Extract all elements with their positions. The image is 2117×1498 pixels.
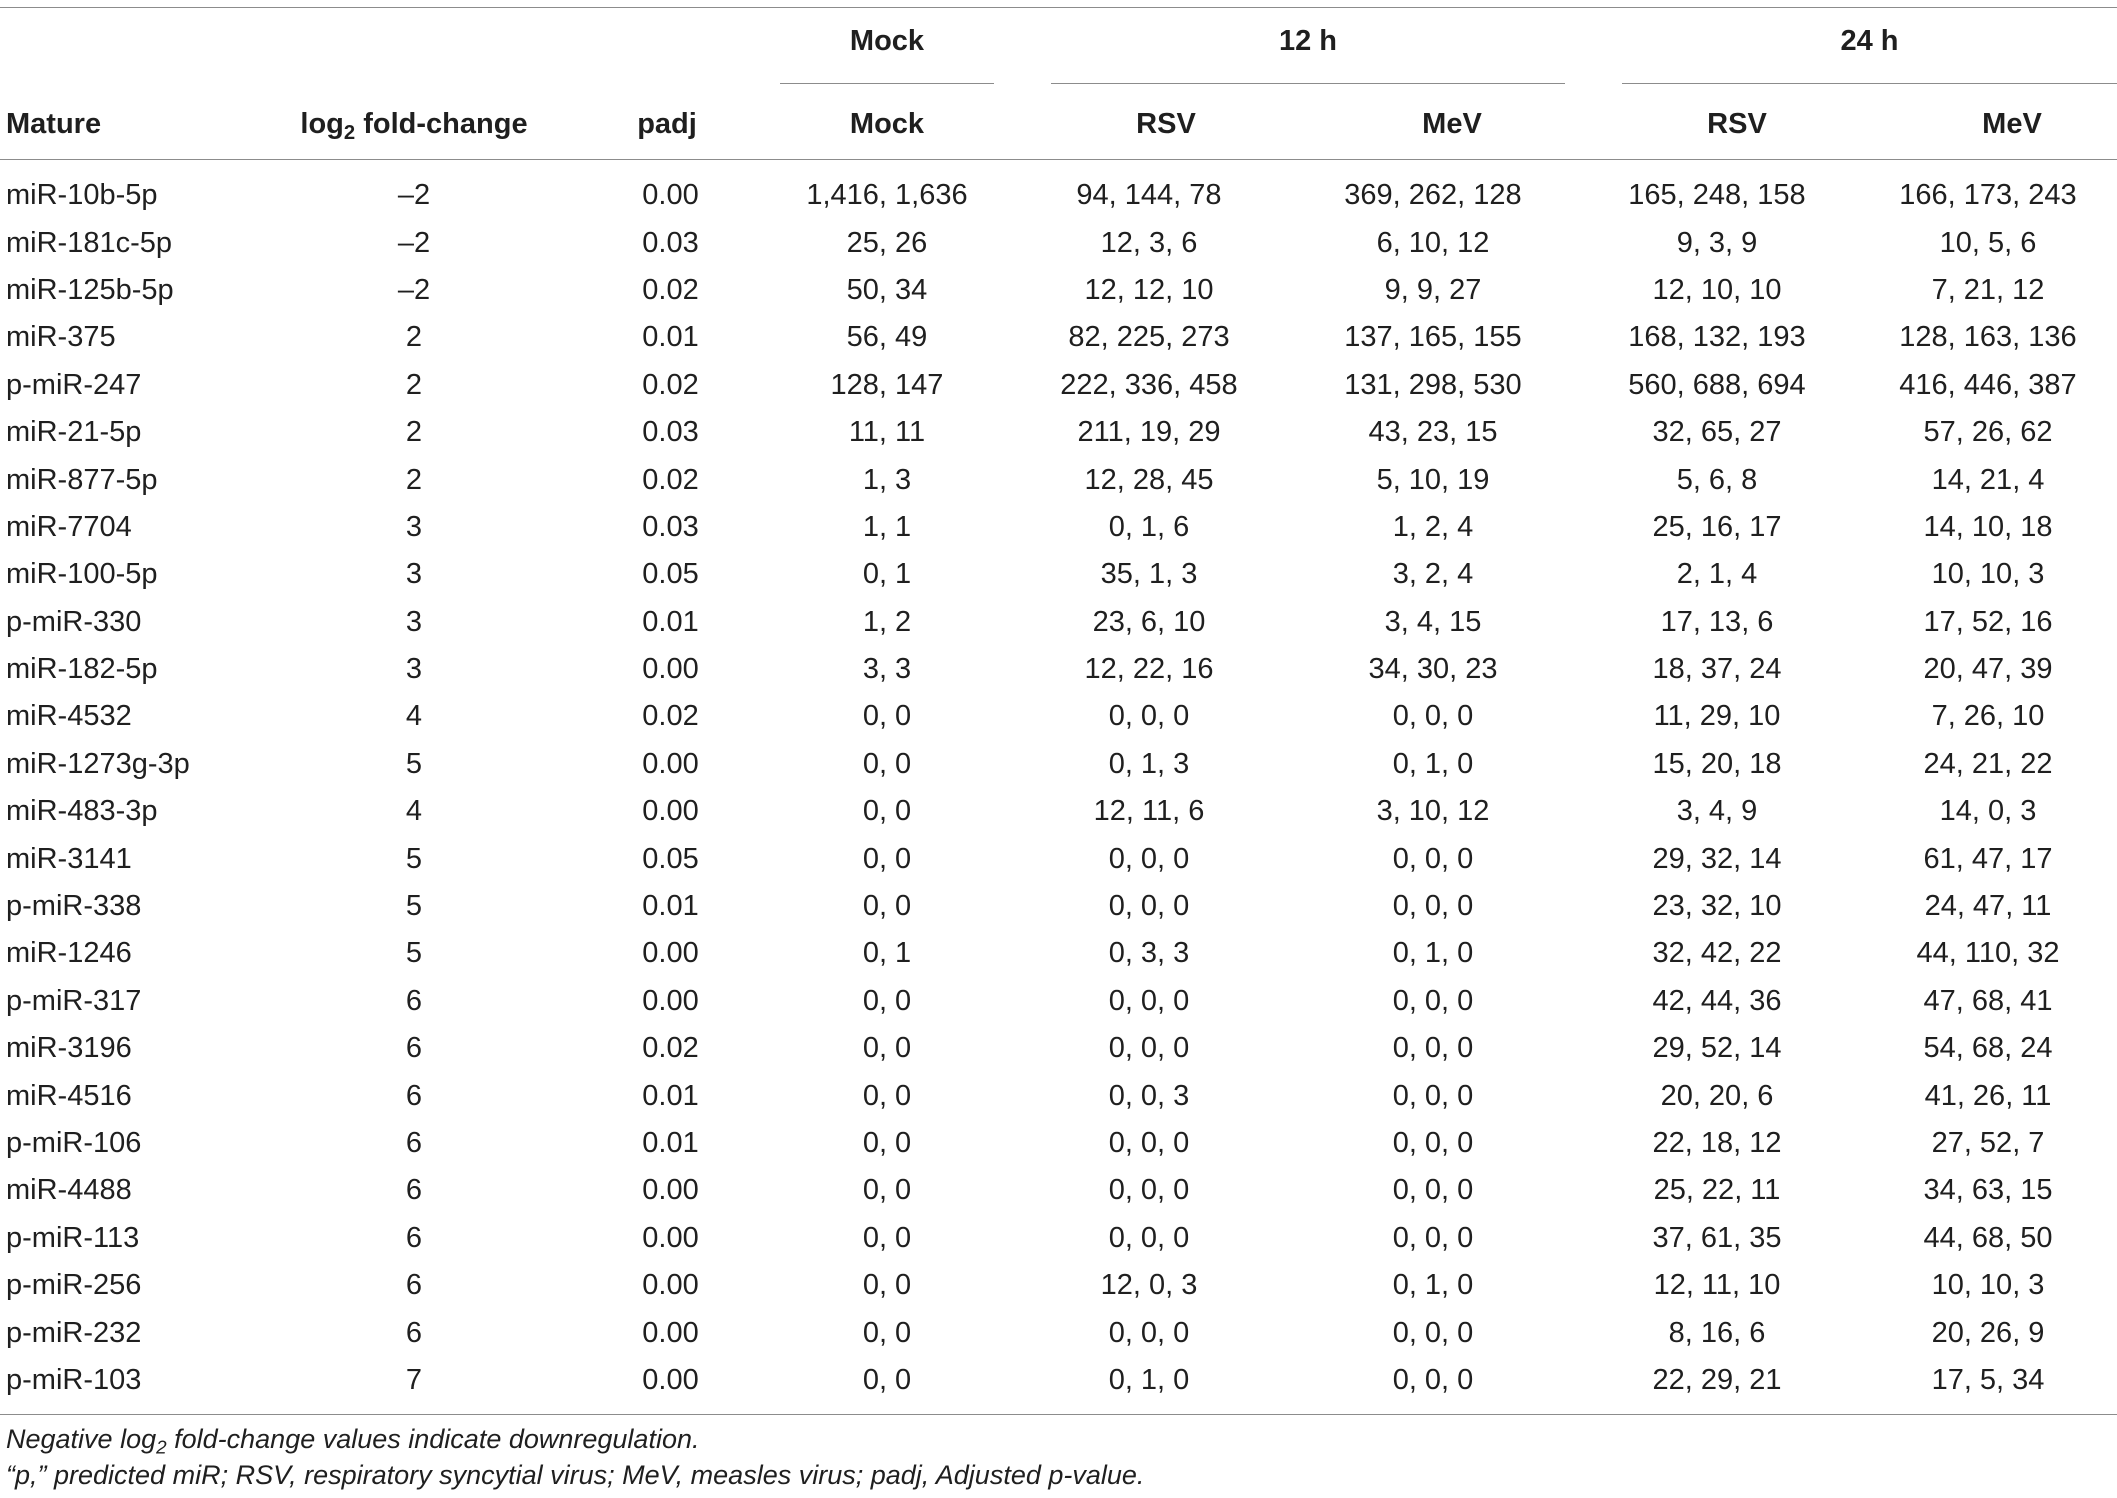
mev-24h-cell: 128, 163, 136 <box>1899 321 2077 354</box>
footnote-1 <box>6 1424 700 1459</box>
rsv-24h-cell: 25, 16, 17 <box>1652 510 1782 543</box>
table-row <box>0 219 2117 266</box>
mock-cell: 0, 0 <box>862 747 912 780</box>
mock-cell: 0, 0 <box>862 1079 912 1112</box>
padj-cell: 0.01 <box>642 1079 699 1112</box>
mature-cell: miR-3196 <box>6 1032 132 1065</box>
mock-cell: 0, 0 <box>862 1269 912 1302</box>
mev-24h-cell: 10, 10, 3 <box>1931 558 2045 591</box>
rsv-24h-cell: 560, 688, 694 <box>1628 368 1806 401</box>
mock-cell: 25, 26 <box>846 226 928 259</box>
mature-cell: p-miR-330 <box>6 605 142 638</box>
table-row <box>0 172 2117 219</box>
mature-cell: miR-877-5p <box>6 463 158 496</box>
mature-cell: miR-182-5p <box>6 653 158 686</box>
rsv-24h-cell: 37, 61, 35 <box>1652 1221 1782 1254</box>
column-header-mev-12h: MeV <box>1422 108 1482 140</box>
h24-group-rule <box>1622 83 2117 84</box>
mature-cell: miR-483-3p <box>6 795 158 828</box>
mock-cell: 0, 0 <box>862 1363 912 1396</box>
table-row <box>0 599 2117 646</box>
padj-cell: 0.03 <box>642 416 699 449</box>
mock-cell: 0, 0 <box>862 1221 912 1254</box>
rsv-24h-cell: 17, 13, 6 <box>1660 605 1774 638</box>
mature-cell: miR-1246 <box>6 937 132 970</box>
padj-cell: 0.00 <box>642 1221 699 1254</box>
rsv-24h-cell: 29, 52, 14 <box>1652 1032 1782 1065</box>
mirna-table <box>0 172 2117 1404</box>
log2fc-cell: 6 <box>405 1127 423 1159</box>
footnote-2: “p,” predicted miR; RSV, respiratory syncytial virus; MeV, measles virus; padj, Adjusted p-value. <box>6 1460 1145 1490</box>
rsv-12h-cell: 82, 225, 273 <box>1068 321 1230 354</box>
mev-24h-cell: 61, 47, 17 <box>1923 842 2053 875</box>
mev-24h-cell: 17, 5, 34 <box>1931 1363 2045 1396</box>
rsv-12h-cell: 0, 0, 0 <box>1108 1127 1190 1159</box>
mev-24h-cell: 54, 68, 24 <box>1923 1032 2053 1065</box>
mev-12h-cell: 0, 0, 0 <box>1392 1221 1474 1254</box>
table-row <box>0 978 2117 1025</box>
mature-cell: miR-3141 <box>6 842 132 875</box>
mock-cell: 0, 0 <box>862 1032 912 1065</box>
rsv-24h-cell: 32, 42, 22 <box>1652 937 1782 970</box>
padj-cell: 0.02 <box>642 368 699 401</box>
rsv-12h-cell: 0, 0, 0 <box>1108 1032 1190 1065</box>
log2fc-cell: 3 <box>405 558 423 591</box>
rsv-12h-cell: 12, 28, 45 <box>1084 463 1214 496</box>
rsv-12h-cell: 0, 0, 0 <box>1108 1221 1190 1254</box>
mock-cell: 128, 147 <box>830 368 944 401</box>
mev-12h-cell: 0, 0, 0 <box>1392 1127 1474 1159</box>
log2fc-cell: 6 <box>405 1221 423 1254</box>
footnote-1-subscript: 2 <box>156 1437 167 1459</box>
padj-cell: 0.02 <box>642 463 699 496</box>
mature-cell: p-miR-106 <box>6 1127 142 1159</box>
rsv-12h-cell: 0, 0, 0 <box>1108 1316 1190 1349</box>
mock-cell: 0, 1 <box>862 937 912 970</box>
mev-12h-cell: 3, 10, 12 <box>1376 795 1490 828</box>
log2fc-cell: –2 <box>397 226 431 259</box>
mock-cell: 0, 0 <box>862 1316 912 1349</box>
footnote-1-prefix: Negative log <box>6 1424 157 1454</box>
rsv-12h-cell: 12, 11, 6 <box>1093 795 1205 828</box>
rsv-12h-cell: 0, 0, 0 <box>1108 984 1190 1017</box>
mev-12h-cell: 0, 0, 0 <box>1392 1316 1474 1349</box>
mev-12h-cell: 6, 10, 12 <box>1376 226 1490 259</box>
log2fc-cell: 2 <box>405 368 423 401</box>
padj-cell: 0.01 <box>642 605 699 638</box>
rsv-24h-cell: 42, 44, 36 <box>1652 984 1782 1017</box>
table-row <box>0 883 2117 930</box>
mock-cell: 0, 0 <box>862 890 912 923</box>
rsv-24h-cell: 165, 248, 158 <box>1628 179 1806 212</box>
column-header-mature: Mature <box>6 108 102 140</box>
mev-12h-cell: 0, 0, 0 <box>1392 1079 1474 1112</box>
table-row <box>0 835 2117 882</box>
mev-12h-cell: 0, 0, 0 <box>1392 1363 1474 1396</box>
mock-cell: 0, 0 <box>862 1174 912 1207</box>
padj-cell: 0.00 <box>642 179 699 212</box>
table-row <box>0 314 2117 361</box>
mock-group-rule <box>780 83 994 84</box>
table-body <box>0 172 2117 1404</box>
rsv-12h-cell: 0, 3, 3 <box>1108 937 1190 970</box>
mev-24h-cell: 24, 47, 11 <box>1924 890 2052 923</box>
mock-cell: 0, 0 <box>862 795 912 828</box>
padj-cell: 0.05 <box>642 558 699 591</box>
table-row <box>0 741 2117 788</box>
log2fc-cell: 6 <box>405 1032 423 1065</box>
rsv-12h-cell: 12, 0, 3 <box>1100 1269 1198 1302</box>
padj-cell: 0.00 <box>642 747 699 780</box>
table-row <box>0 456 2117 503</box>
log2fc-cell: 5 <box>405 842 423 875</box>
rsv-12h-cell: 94, 144, 78 <box>1076 179 1222 212</box>
mev-24h-cell: 24, 21, 22 <box>1923 747 2053 780</box>
rsv-12h-cell: 0, 0, 0 <box>1108 1174 1190 1207</box>
table-row <box>0 1167 2117 1214</box>
mev-24h-cell: 20, 26, 9 <box>1931 1316 2045 1349</box>
mature-cell: miR-1273g-3p <box>6 747 190 780</box>
mock-cell: 0, 0 <box>862 984 912 1017</box>
table-row <box>0 1215 2117 1262</box>
log2fc-cell: 3 <box>405 510 423 543</box>
table-row <box>0 788 2117 835</box>
mature-cell: miR-100-5p <box>6 558 158 591</box>
rsv-24h-cell: 168, 132, 193 <box>1628 321 1806 354</box>
padj-cell: 0.00 <box>642 795 699 828</box>
mev-12h-cell: 0, 0, 0 <box>1392 842 1474 875</box>
table-row <box>0 1262 2117 1309</box>
log2fc-cell: 4 <box>405 795 423 828</box>
padj-cell: 0.00 <box>642 937 699 970</box>
log2fc-cell: 5 <box>405 890 423 923</box>
rsv-24h-cell: 18, 37, 24 <box>1652 653 1782 686</box>
rsv-24h-cell: 5, 6, 8 <box>1676 463 1758 496</box>
mev-24h-cell: 27, 52, 7 <box>1931 1127 2045 1159</box>
log2-prefix: log <box>300 108 344 140</box>
rsv-12h-cell: 211, 19, 29 <box>1077 416 1221 449</box>
mature-cell: p-miR-103 <box>6 1363 142 1396</box>
log2fc-cell: 5 <box>405 937 423 970</box>
mev-12h-cell: 9, 9, 27 <box>1384 273 1482 306</box>
log2fc-cell: 5 <box>405 747 423 780</box>
mev-12h-cell: 3, 4, 15 <box>1384 605 1482 638</box>
mev-24h-cell: 14, 21, 4 <box>1931 463 2045 496</box>
rsv-24h-cell: 3, 4, 9 <box>1676 795 1758 828</box>
rsv-12h-cell: 222, 336, 458 <box>1060 368 1238 401</box>
mev-12h-cell: 34, 30, 23 <box>1368 653 1498 686</box>
rsv-12h-cell: 0, 1, 0 <box>1108 1363 1190 1396</box>
mev-12h-cell: 0, 0, 0 <box>1392 890 1474 923</box>
mature-cell: miR-4516 <box>6 1079 132 1112</box>
log2fc-cell: –2 <box>397 179 431 212</box>
mev-12h-cell: 0, 0, 0 <box>1392 1174 1474 1207</box>
mature-cell: miR-4488 <box>6 1174 132 1207</box>
mock-cell: 1, 3 <box>862 463 912 496</box>
log2fc-cell: 6 <box>405 1269 423 1302</box>
table-row <box>0 1357 2117 1404</box>
rsv-12h-cell: 12, 22, 16 <box>1084 653 1214 686</box>
mev-24h-cell: 44, 68, 50 <box>1923 1221 2053 1254</box>
table-row <box>0 1025 2117 1072</box>
padj-cell: 0.00 <box>642 1316 699 1349</box>
mev-12h-cell: 0, 0, 0 <box>1392 1032 1474 1065</box>
mev-24h-cell: 34, 63, 15 <box>1923 1174 2053 1207</box>
rsv-24h-cell: 32, 65, 27 <box>1652 416 1782 449</box>
log2fc-cell: 2 <box>405 463 423 496</box>
padj-cell: 0.00 <box>642 653 699 686</box>
table-row <box>0 267 2117 314</box>
mev-24h-cell: 7, 21, 12 <box>1931 273 2045 306</box>
padj-cell: 0.00 <box>642 1174 699 1207</box>
padj-cell: 0.03 <box>642 226 699 259</box>
mev-24h-cell: 7, 26, 10 <box>1931 700 2045 733</box>
group-header-12h: 12 h <box>1278 25 1338 57</box>
rsv-24h-cell: 12, 10, 10 <box>1652 273 1782 306</box>
padj-cell: 0.01 <box>642 890 699 923</box>
padj-cell: 0.02 <box>642 273 699 306</box>
mev-24h-cell: 14, 10, 18 <box>1923 510 2053 543</box>
mock-cell: 11, 11 <box>848 416 926 449</box>
table-row <box>0 504 2117 551</box>
table-row <box>0 551 2117 598</box>
mev-24h-cell: 10, 10, 3 <box>1931 1269 2045 1302</box>
log2fc-cell: 2 <box>405 416 423 449</box>
rsv-24h-cell: 29, 32, 14 <box>1652 842 1782 875</box>
rsv-12h-cell: 0, 0, 3 <box>1108 1079 1190 1112</box>
mature-cell: miR-21-5p <box>6 416 142 449</box>
mev-12h-cell: 0, 1, 0 <box>1392 1269 1474 1302</box>
mev-24h-cell: 10, 5, 6 <box>1939 226 2037 259</box>
column-header-mev-24h: MeV <box>1982 108 2042 140</box>
mev-12h-cell: 0, 1, 0 <box>1392 937 1474 970</box>
top-rule <box>0 7 2117 8</box>
padj-cell: 0.02 <box>642 700 699 733</box>
mock-cell: 1,416, 1,636 <box>806 179 968 212</box>
column-header-rsv-24h: RSV <box>1707 108 1767 140</box>
mature-cell: p-miR-247 <box>6 368 142 401</box>
rsv-24h-cell: 9, 3, 9 <box>1676 226 1758 259</box>
table-row <box>0 930 2117 977</box>
mev-24h-cell: 14, 0, 3 <box>1939 795 2037 828</box>
mev-24h-cell: 20, 47, 39 <box>1923 653 2053 686</box>
log2fc-cell: 6 <box>405 1174 423 1207</box>
mev-24h-cell: 17, 52, 16 <box>1923 605 2053 638</box>
mev-12h-cell: 5, 10, 19 <box>1376 463 1490 496</box>
mev-12h-cell: 137, 165, 155 <box>1344 321 1522 354</box>
table-row <box>0 693 2117 740</box>
group-header-mock: Mock <box>849 25 925 57</box>
mature-cell: miR-4532 <box>6 700 132 733</box>
rsv-24h-cell: 8, 16, 6 <box>1668 1316 1766 1349</box>
mev-12h-cell: 0, 0, 0 <box>1392 700 1474 733</box>
mature-cell: miR-375 <box>6 321 116 354</box>
mev-12h-cell: 3, 2, 4 <box>1392 558 1474 591</box>
rsv-24h-cell: 20, 20, 6 <box>1660 1079 1774 1112</box>
rsv-24h-cell: 23, 32, 10 <box>1652 890 1782 923</box>
log2fc-cell: 3 <box>405 653 423 686</box>
rsv-24h-cell: 22, 18, 12 <box>1652 1127 1782 1159</box>
mev-12h-cell: 1, 2, 4 <box>1392 510 1474 543</box>
column-header-padj: padj <box>637 108 697 140</box>
padj-cell: 0.02 <box>642 1032 699 1065</box>
log2fc-cell: 6 <box>405 1079 423 1112</box>
mev-24h-cell: 44, 110, 32 <box>1916 937 2060 970</box>
mature-cell: p-miR-317 <box>6 984 142 1017</box>
table-row <box>0 1120 2117 1167</box>
rsv-12h-cell: 0, 0, 0 <box>1108 700 1190 733</box>
rsv-12h-cell: 35, 1, 3 <box>1100 558 1198 591</box>
padj-cell: 0.03 <box>642 510 699 543</box>
rsv-12h-cell: 23, 6, 10 <box>1092 605 1206 638</box>
rsv-12h-cell: 0, 1, 6 <box>1108 510 1190 543</box>
mature-cell: p-miR-113 <box>6 1221 140 1254</box>
mev-12h-cell: 131, 298, 530 <box>1344 368 1522 401</box>
column-header-mock: Mock <box>849 108 925 140</box>
mev-24h-cell: 416, 446, 387 <box>1899 368 2077 401</box>
padj-cell: 0.01 <box>642 1127 699 1159</box>
padj-cell: 0.00 <box>642 984 699 1017</box>
log2fc-cell: 4 <box>405 700 423 733</box>
table-bottom-rule <box>0 1414 2117 1415</box>
mock-cell: 56, 49 <box>846 321 928 354</box>
padj-cell: 0.00 <box>642 1363 699 1396</box>
mev-12h-cell: 0, 1, 0 <box>1392 747 1474 780</box>
rsv-24h-cell: 2, 1, 4 <box>1676 558 1758 591</box>
mev-12h-cell: 43, 23, 15 <box>1368 416 1498 449</box>
mock-cell: 0, 0 <box>862 1127 912 1159</box>
rsv-24h-cell: 25, 22, 11 <box>1653 1174 1781 1207</box>
h12-group-rule <box>1051 83 1565 84</box>
rsv-12h-cell: 0, 1, 3 <box>1108 747 1190 780</box>
table-row <box>0 1309 2117 1356</box>
table-row <box>0 1072 2117 1119</box>
mature-cell: p-miR-232 <box>6 1316 142 1349</box>
log2fc-cell: 3 <box>405 605 423 638</box>
rsv-24h-cell: 22, 29, 21 <box>1652 1363 1782 1396</box>
rsv-24h-cell: 12, 11, 10 <box>1653 1269 1781 1302</box>
mock-cell: 0, 0 <box>862 842 912 875</box>
log2fc-cell: 7 <box>405 1363 423 1396</box>
log2-subscript: 2 <box>343 122 356 145</box>
group-header-24h: 24 h <box>1840 25 1899 57</box>
padj-cell: 0.00 <box>642 1269 699 1302</box>
mev-12h-cell: 0, 0, 0 <box>1392 984 1474 1017</box>
mature-cell: p-miR-338 <box>6 890 142 923</box>
log2fc-cell: 6 <box>405 1316 423 1349</box>
mev-24h-cell: 47, 68, 41 <box>1923 984 2053 1017</box>
mev-24h-cell: 57, 26, 62 <box>1923 416 2053 449</box>
mature-cell: miR-181c-5p <box>6 226 172 259</box>
log2fc-cell: 2 <box>405 321 423 354</box>
mature-cell: p-miR-256 <box>6 1269 142 1302</box>
mev-24h-cell: 41, 26, 11 <box>1924 1079 2052 1112</box>
header-bottom-rule <box>0 159 2117 160</box>
log2fc-cell: –2 <box>397 273 431 306</box>
rsv-24h-cell: 15, 20, 18 <box>1652 747 1782 780</box>
padj-cell: 0.01 <box>642 321 699 354</box>
table-row <box>0 409 2117 456</box>
log2fc-cell: 6 <box>405 984 423 1017</box>
footnote-1-suffix: fold-change values indicate downregulation. <box>166 1424 700 1454</box>
rsv-12h-cell: 12, 3, 6 <box>1100 226 1198 259</box>
mock-cell: 0, 1 <box>862 558 912 591</box>
column-header-rsv-12h: RSV <box>1136 108 1196 140</box>
mature-cell: miR-125b-5p <box>6 273 174 306</box>
rsv-12h-cell: 0, 0, 0 <box>1108 842 1190 875</box>
table-row <box>0 362 2117 409</box>
mock-cell: 1, 2 <box>862 605 912 638</box>
mev-12h-cell: 369, 262, 128 <box>1344 179 1522 212</box>
mev-24h-cell: 166, 173, 243 <box>1899 179 2077 212</box>
rsv-12h-cell: 0, 0, 0 <box>1108 890 1190 923</box>
log2-suffix: fold-change <box>355 108 528 140</box>
mature-cell: miR-7704 <box>6 510 132 543</box>
mock-cell: 50, 34 <box>846 273 928 306</box>
rsv-12h-cell: 12, 12, 10 <box>1084 273 1214 306</box>
mock-cell: 0, 0 <box>862 700 912 733</box>
table-row <box>0 646 2117 693</box>
column-header-log2-fold-change <box>254 108 574 145</box>
mature-cell: miR-10b-5p <box>6 179 158 212</box>
mock-cell: 1, 1 <box>862 510 912 543</box>
rsv-24h-cell: 11, 29, 10 <box>1653 700 1781 733</box>
mock-cell: 3, 3 <box>862 653 912 686</box>
padj-cell: 0.05 <box>642 842 699 875</box>
